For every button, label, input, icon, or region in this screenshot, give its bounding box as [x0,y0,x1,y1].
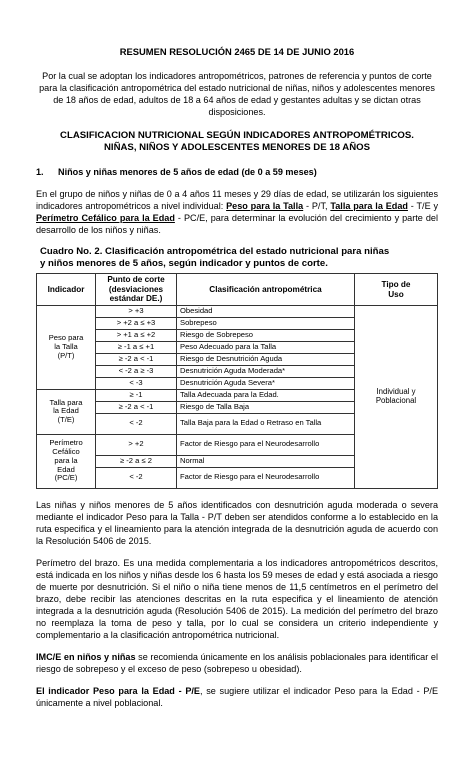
indicator-cell-pt [37,305,96,389]
cutoff-cell: ≥ -2 a < -1 [96,401,177,413]
para1-text-4: - PC/E, para determinar la evolución del crecimiento y parte del desarrollo de los niños y niñas. [36,213,439,236]
cutoff-cell: > +2 a ≤ +3 [96,317,177,329]
header-punto-line-1: Punto de corte [107,275,165,285]
subsection-number: 1. [36,167,44,178]
peso-edad-bold-label: El indicador Peso para la Edad - P/E [36,685,200,696]
classification-cell: Talla Adecuada para la Edad. [177,389,355,401]
indicator-line: Edad [57,464,75,474]
classification-cell: Normal [177,455,355,467]
paragraph-desnutricion: Las niñas y niños menores de 5 años identificados con desnutrición aguda moderada o severa mediante el indicador Peso para la Talla - P/T deben ser atendidos conforme a lo establecido en la ruta especifica y el lineamiento para la atención integrada de la desnutrición aguda de acuerdo con la Resolución 5406 de 2015. [36,499,438,546]
cutoff-cell: < -2 [96,413,177,434]
classification-table [36,273,438,488]
para1-peso-talla: Peso para la Talla [226,201,304,212]
peso-edad-text: , se sugiere utilizar el indicador Peso para la Edad - P/E únicamente a nivel poblacional. [36,685,439,708]
header-punto-line-3: estándar DE.) [109,294,163,304]
header-tipo-line-1: Tipo de [381,280,411,290]
table-row [37,305,438,317]
paragraph-perimetro-brazo: Perímetro del brazo. Es una medida complementaria a los indicadores antropométricos descritos, está indicada en los niños y niñas desde los 6 hasta los 59 meses de edad y está asociada a riesgo de muerte por desnutrición. Si el niño o niña tiene menos de 11,5 centímetros en el perímetro del brazo, debe recibir las atenciones descritas en la ruta especifica y el lineamiento de atención integrada a la desnutrición aguda (Resolución 5406 de 2015). La medición del perímetro del brazo no reemplaza la toma de peso y talla, por lo cual se considera un criterio independiente y complementario a la clasificación antropométrica nutricional. [36,557,438,640]
subsection-title: Niños y niñas menores de 5 años de edad (de 0 a 59 meses) [58,167,317,178]
para1-text-2: - P/T, [303,201,331,212]
section-heading [36,130,438,154]
header-punto-corte [96,274,177,305]
tipo-uso-line-1: Individual y [376,386,416,396]
indicator-line: la Talla [54,341,78,351]
indicator-line: (P/T) [57,350,75,360]
classification-cell: Sobrepeso [177,317,355,329]
classification-cell: Riesgo de Sobrepeso [177,329,355,341]
imc-text: se recomienda únicamente en los análisis poblacionales para identificar el riesgo de sobrepeso y el exceso de peso (sobrepeso u obesidad). [36,651,438,674]
cutoff-cell: ≥ -1 [96,389,177,401]
indicator-line: la Edad [53,406,79,416]
cutoff-cell: > +1 a ≤ +2 [96,329,177,341]
cutoff-cell: < -3 [96,377,177,389]
classification-cell: Peso Adecuado para la Talla [177,341,355,353]
cutoff-cell: < -2 [96,467,177,488]
classification-cell: Desnutrición Aguda Moderada* [177,365,355,377]
document-page [0,46,474,770]
para1-perimetro-cefalico: Perímetro Cefálico para la Edad [36,213,175,224]
indicator-line: Cefálico [52,447,80,457]
table-caption-line-1: Cuadro No. 2. Clasificación antropométrica del estado nutricional para niñas [40,246,390,258]
paragraph-indicators [36,188,438,236]
indicator-cell-pce [37,434,96,488]
cutoff-cell: ≥ -2 a ≤ 2 [96,455,177,467]
indicator-line: para la [54,455,78,465]
classification-cell: Talla Baja para la Edad o Retraso en Talla [177,413,355,434]
header-punto-line-2: (desviaciones [108,284,164,294]
indicator-line: (T/E) [57,415,75,424]
para1-text-3: - T/E y [407,201,439,212]
indicator-line: Talla para [49,397,83,407]
table-header-row [37,274,438,305]
para1-talla-edad: Talla para la Edad [330,201,408,212]
imc-bold-label: IMC/E en niños y niñas [36,651,136,662]
indicator-line: Perímetro [49,438,83,448]
tipo-uso-cell [355,305,438,488]
header-tipo-uso [355,274,438,305]
cutoff-cell: < -2 a ≥ -3 [96,365,177,377]
table-caption [36,246,438,269]
cutoff-cell: > +3 [96,305,177,317]
paragraph-peso-edad [36,685,438,709]
cutoff-cell: ≥ -1 a ≤ +1 [96,341,177,353]
tipo-uso-line-2: Poblacional [375,395,417,405]
document-title: RESUMEN RESOLUCIÓN 2465 DE 14 DE JUNIO 2016 [119,46,355,57]
header-clasificacion: Clasificación antropométrica [177,274,355,305]
classification-cell: Obesidad [177,305,355,317]
header-indicador: Indicador [37,274,96,305]
classification-cell: Riesgo de Talla Baja [177,401,355,413]
cutoff-cell: ≥ -2 a < -1 [96,353,177,365]
intro-paragraph: Por la cual se adoptan los indicadores antropométricos, patrones de referencia y puntos de corte para la clasificación antropométrica del estado nutricional de niñas, niños y adolescentes menores de 18 años de edad, adultos de 18 a 64 años de edad y gestantes adultas y se dictan otras disposiciones. [39,71,435,118]
section-heading-line-2: NIÑAS, NIÑOS Y ADOLESCENTES MENORES DE 18 AÑOS [103,142,370,154]
paragraph-imc [36,651,438,675]
classification-cell: Desnutrición Aguda Severa* [177,377,355,389]
classification-cell: Factor de Riesgo para el Neurodesarrollo [177,434,355,455]
subsection-1-heading [36,166,438,178]
classification-cell: Factor de Riesgo para el Neurodesarrollo [177,467,355,488]
indicator-cell-te [37,389,96,434]
header-tipo-line-2: Uso [388,289,404,299]
para1-text-1: En el grupo de niños y niñas de 0 a 4 años 11 meses y 29 días de edad, se utilizarán los siguientes indicadores antropométricos a nivel individual: [36,189,438,212]
cutoff-cell: > +2 [96,434,177,455]
indicator-line: Peso para [48,333,84,343]
classification-cell: Riesgo de Desnutrición Aguda [177,353,355,365]
indicator-line: (PC/E) [54,473,78,483]
table-caption-line-2: y niños menores de 5 años, según indicador y puntos de corte. [40,257,328,269]
section-heading-line-1: CLASIFICACION NUTRICIONAL SEGÚN INDICADORES ANTROPOMÉTRICOS. [60,130,414,142]
classification-table-block [36,246,438,488]
